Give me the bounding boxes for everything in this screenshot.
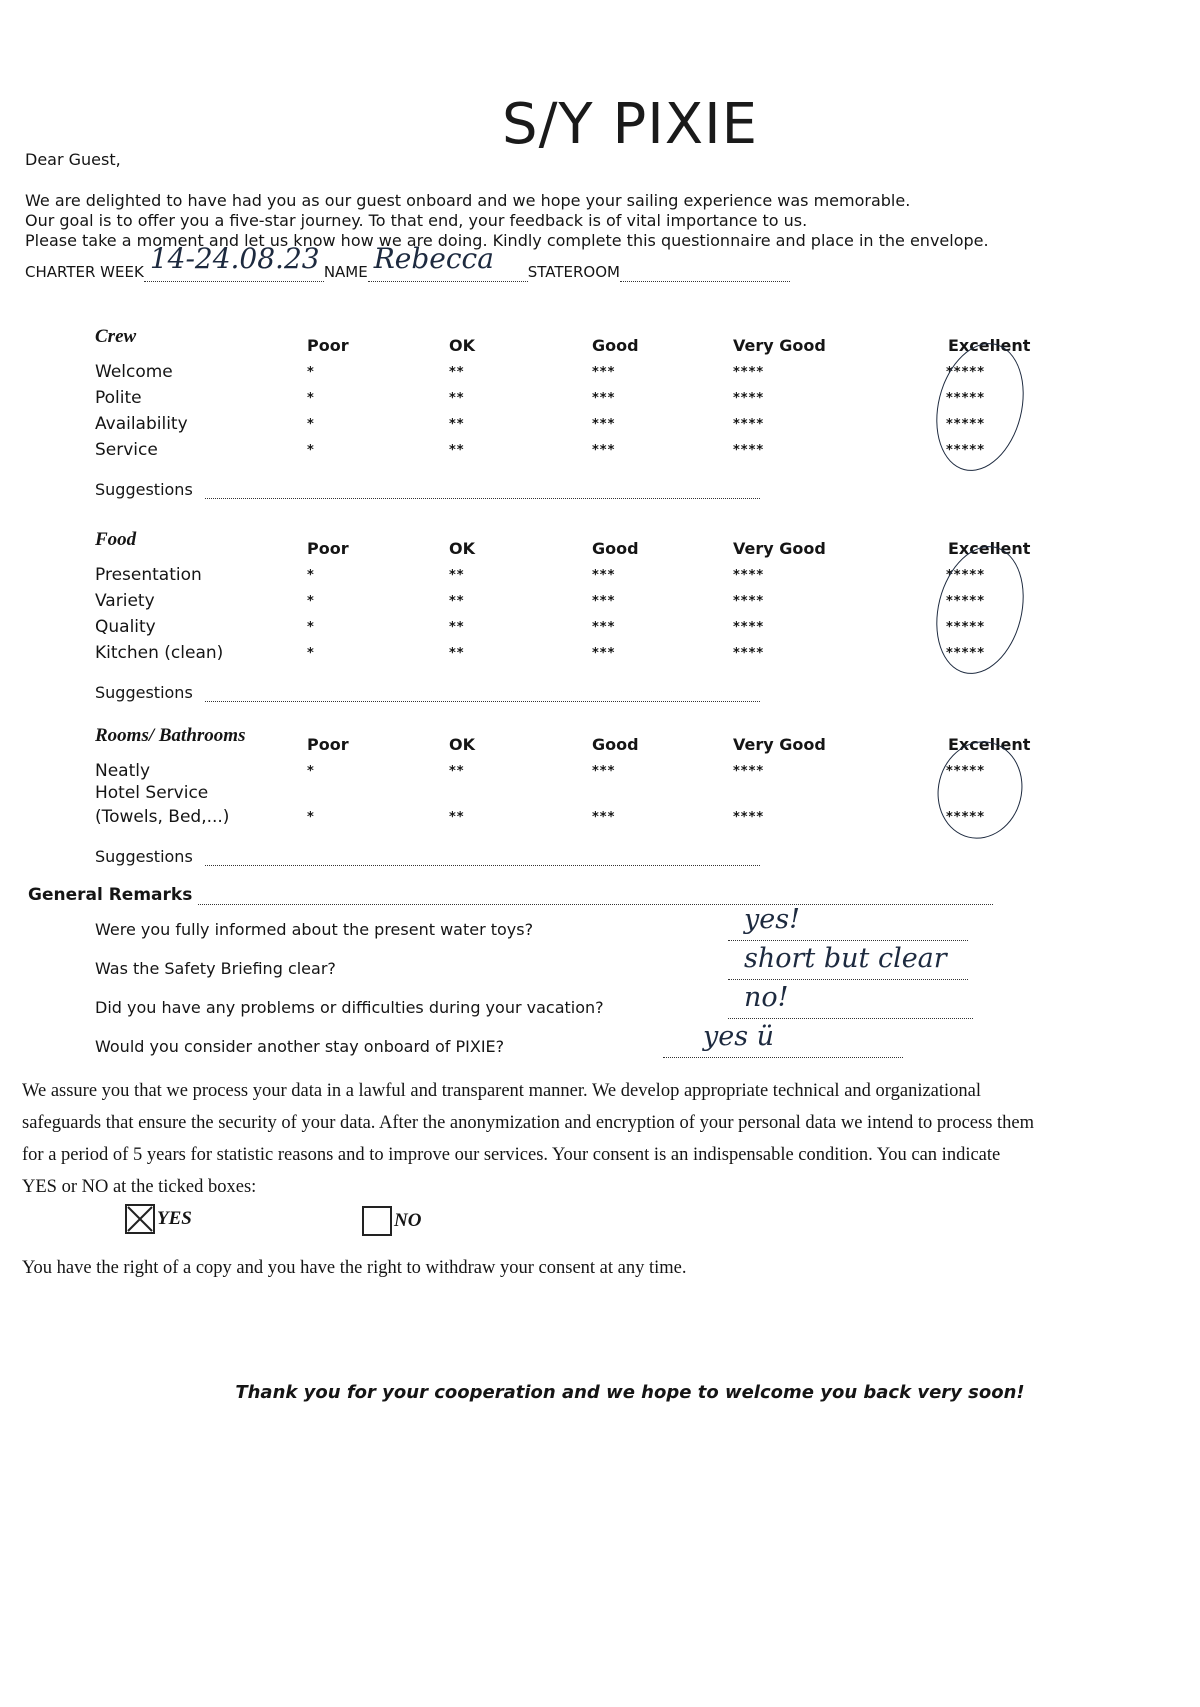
no-checkbox[interactable]	[362, 1206, 392, 1236]
rating-item-label: Polite	[95, 388, 142, 408]
rating-stars[interactable]: *****	[946, 417, 985, 432]
remarks-question: Did you have any problems or difficulties during your vacation?	[95, 998, 604, 1017]
remarks-answer-field[interactable]	[728, 943, 968, 980]
section-title: Food	[95, 529, 137, 550]
rights-text: You have the right of a copy and you have the right to withdraw your consent at any time.	[22, 1258, 687, 1278]
remarks-question: Would you consider another stay onboard of PIXIE?	[95, 1037, 505, 1056]
rating-stars[interactable]: **	[449, 568, 465, 583]
rating-item-label: Presentation	[95, 565, 202, 585]
rating-stars[interactable]: *****	[946, 568, 985, 583]
rating-stars[interactable]: ****	[733, 568, 765, 583]
rating-stars[interactable]: ***	[592, 568, 616, 583]
rating-stars[interactable]: *****	[946, 443, 985, 458]
remarks-answer: yes ü	[703, 1021, 775, 1052]
rating-stars[interactable]: **	[449, 620, 465, 635]
rating-stars[interactable]: ****	[733, 646, 765, 661]
section-title: Rooms/ Bathrooms	[95, 725, 246, 746]
rating-stars[interactable]: **	[449, 764, 465, 779]
suggestions-field[interactable]	[205, 685, 760, 702]
rating-stars[interactable]: *****	[946, 620, 985, 635]
rating-stars[interactable]: ***	[592, 443, 616, 458]
greeting: Dear Guest,	[25, 150, 121, 169]
rating-stars[interactable]: **	[449, 365, 465, 380]
rating-stars[interactable]: ****	[733, 620, 765, 635]
column-header: Excellent	[948, 539, 1031, 558]
rating-item-label: Service	[95, 440, 158, 460]
column-header: Poor	[307, 735, 349, 754]
privacy-line: We assure you that we process your data in a lawful and transparent manner. We develop appropriate technical and organizational	[22, 1081, 982, 1101]
stateroom-field[interactable]	[620, 265, 790, 282]
section-title: Crew	[95, 326, 137, 347]
consent-no[interactable]	[362, 1206, 421, 1236]
rating-stars[interactable]: ***	[592, 391, 616, 406]
rating-stars[interactable]: ****	[733, 443, 765, 458]
rating-stars[interactable]: ***	[592, 646, 616, 661]
rating-item-label: Variety	[95, 591, 155, 611]
stateroom-label: STATEROOM	[527, 263, 620, 281]
rating-stars[interactable]: ***	[592, 764, 616, 779]
intro-line: Our goal is to offer you a five-star journey. To that end, your feedback is of vital importance to us.	[25, 211, 808, 230]
rating-stars[interactable]: *****	[946, 594, 985, 609]
suggestions-label: Suggestions	[95, 847, 193, 866]
rating-item-label: Kitchen (clean)	[95, 643, 224, 663]
remarks-answer-field[interactable]	[728, 904, 968, 941]
rating-item-label: Hotel Service	[95, 783, 209, 803]
remarks-answer: short but clear	[744, 943, 947, 974]
rating-stars[interactable]: **	[449, 443, 465, 458]
rating-stars[interactable]: *	[307, 391, 315, 406]
suggestions-row	[95, 847, 760, 866]
rating-stars[interactable]: *	[307, 620, 315, 635]
column-header: Very Good	[733, 539, 826, 558]
document-title: S/Y PIXIE	[502, 92, 758, 157]
rating-stars[interactable]: ***	[592, 810, 616, 825]
rating-stars[interactable]: **	[449, 646, 465, 661]
general-remarks	[28, 885, 993, 905]
name-value: Rebecca	[373, 242, 494, 275]
rating-stars[interactable]: ****	[733, 391, 765, 406]
privacy-line: YES or NO at the ticked boxes:	[22, 1177, 257, 1197]
rating-stars[interactable]: ***	[592, 594, 616, 609]
suggestions-label: Suggestions	[95, 683, 193, 702]
general-remarks-field[interactable]	[198, 888, 993, 905]
name-label: NAME	[323, 263, 368, 281]
rating-stars[interactable]: *****	[946, 391, 985, 406]
suggestions-label: Suggestions	[95, 480, 193, 499]
rating-stars[interactable]: ****	[733, 810, 765, 825]
remarks-answer-field[interactable]	[728, 982, 973, 1019]
rating-stars[interactable]: *****	[946, 365, 985, 380]
privacy-line: safeguards that ensure the security of your data. After the anonymization and encryption of your personal data we intend to process them	[22, 1113, 1035, 1133]
name-field[interactable]	[368, 242, 528, 282]
rating-stars[interactable]: *****	[946, 764, 985, 779]
suggestions-row	[95, 480, 760, 499]
header-fields	[25, 242, 790, 282]
rating-item-label: Neatly	[95, 761, 151, 781]
intro-line: We are delighted to have had you as our guest onboard and we hope your sailing experience was memorable.	[25, 191, 911, 210]
rating-stars[interactable]: *****	[946, 646, 985, 661]
rating-stars[interactable]: *	[307, 568, 315, 583]
remarks-answer: no!	[744, 982, 789, 1013]
rating-stars[interactable]: *	[307, 646, 315, 661]
column-header: Poor	[307, 539, 349, 558]
excellent-selection-circle	[924, 537, 1037, 683]
excellent-selection-circle	[924, 334, 1037, 480]
column-header: Very Good	[733, 336, 826, 355]
rating-stars[interactable]: **	[449, 391, 465, 406]
rating-stars[interactable]: *	[307, 810, 315, 825]
check-x-icon	[127, 1206, 153, 1232]
column-header: Excellent	[948, 336, 1031, 355]
column-header: Poor	[307, 336, 349, 355]
rating-stars[interactable]: *	[307, 417, 315, 432]
rating-item-label: Quality	[95, 617, 156, 637]
suggestions-field[interactable]	[205, 849, 760, 866]
column-header: OK	[449, 539, 475, 558]
charter-week-field[interactable]	[144, 242, 324, 282]
rating-stars[interactable]: **	[449, 594, 465, 609]
column-header: Very Good	[733, 735, 826, 754]
column-header: Good	[592, 539, 639, 558]
charter-week-label: CHARTER WEEK	[25, 263, 144, 281]
intro-line: Please take a moment and let us know how we are doing. Kindly complete this questionnaire and place in the envelope.	[25, 231, 989, 250]
rating-stars[interactable]: *	[307, 764, 315, 779]
closing-note: Thank you for your cooperation and we hope to welcome you back very soon!	[235, 1382, 1025, 1403]
remarks-answer-field[interactable]	[663, 1021, 903, 1058]
rating-stars[interactable]: *	[307, 594, 315, 609]
rating-stars[interactable]: *	[307, 443, 315, 458]
column-header: OK	[449, 735, 475, 754]
column-header: Good	[592, 735, 639, 754]
rating-stars[interactable]: ***	[592, 417, 616, 432]
consent-yes[interactable]	[125, 1204, 192, 1234]
general-remarks-label: General Remarks	[28, 885, 193, 905]
charter-week-value: 14-24.08.23	[149, 242, 320, 275]
rating-stars[interactable]: ***	[592, 365, 616, 380]
remarks-question: Were you fully informed about the present water toys?	[95, 920, 534, 939]
no-label: NO	[394, 1210, 422, 1231]
yes-label: YES	[157, 1208, 192, 1229]
rating-item-label: Availability	[95, 414, 188, 434]
rating-item-label: Welcome	[95, 362, 173, 382]
rating-stars[interactable]: ****	[733, 764, 765, 779]
remarks-answer: yes!	[744, 904, 800, 935]
column-header: Excellent	[948, 735, 1031, 754]
yes-checkbox[interactable]	[125, 1204, 155, 1234]
rating-stars[interactable]: ****	[733, 417, 765, 432]
rating-stars[interactable]: **	[449, 810, 465, 825]
rating-stars[interactable]: *	[307, 365, 315, 380]
column-header: Good	[592, 336, 639, 355]
rating-stars[interactable]: ****	[733, 594, 765, 609]
column-header: OK	[449, 336, 475, 355]
rating-item-label: (Towels, Bed,...)	[95, 807, 230, 827]
suggestions-row	[95, 683, 760, 702]
rating-stars[interactable]: ***	[592, 620, 616, 635]
privacy-line: for a period of 5 years for statistic reasons and to improve our services. Your consent is an indispensable condition. You can indicate	[22, 1145, 1001, 1165]
rating-stars[interactable]: **	[449, 417, 465, 432]
remarks-question: Was the Safety Briefing clear?	[95, 959, 336, 978]
rating-stars[interactable]: ****	[733, 365, 765, 380]
privacy-text	[22, 1075, 1182, 1203]
suggestions-field[interactable]	[205, 482, 760, 499]
rating-stars[interactable]: *****	[946, 810, 985, 825]
